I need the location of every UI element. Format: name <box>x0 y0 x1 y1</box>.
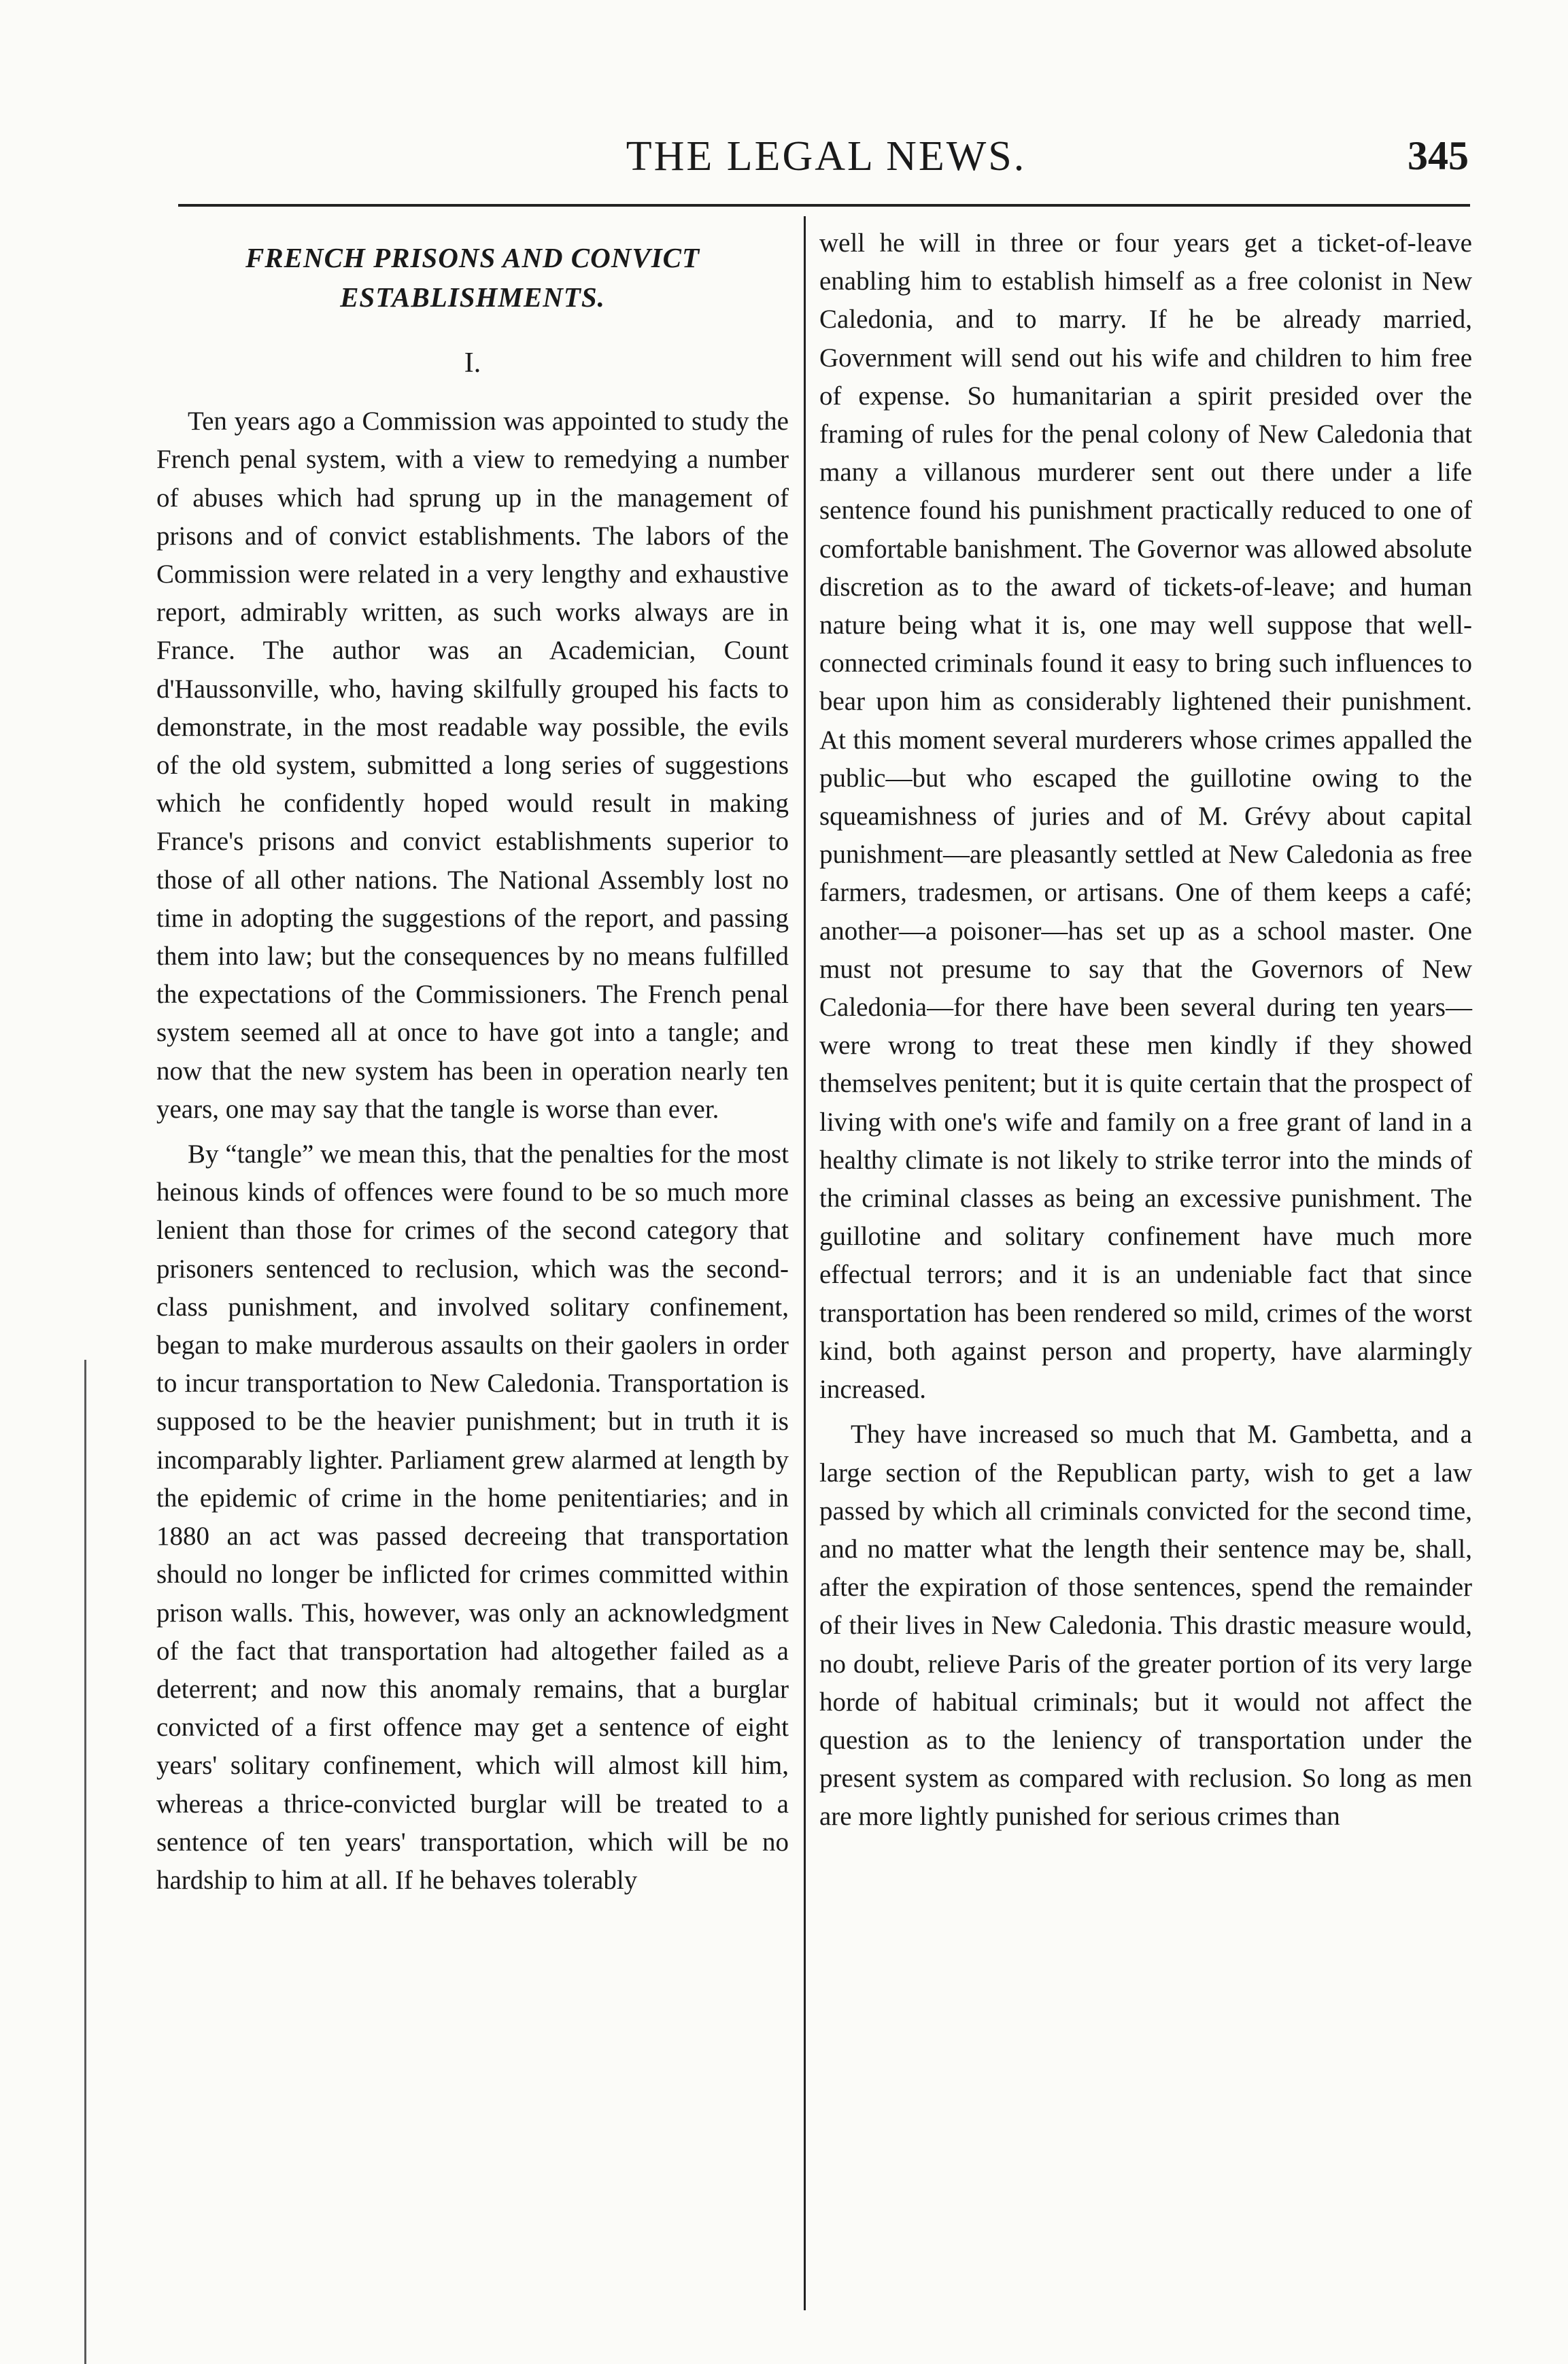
column-divider <box>804 216 806 2310</box>
page-number: 345 <box>1408 133 1469 178</box>
left-column <box>156 224 789 1900</box>
part-number: I. <box>464 347 481 379</box>
paragraph: They have increased so much that M. Gambetta, and a large section of the Republican party, wish to get a law passed by which all criminals convicted for the second time, and no matter what the length their sentence may be, shall, after the expiration of those sentences, spend the remainder of their lives in New Caledonia. This drastic measure would, no doubt, relieve Paris of the greater portion of its very large horde of habitual criminals; but it would not affect the question as to the leniency of transportation under the present system as compared with reclusion. So long as men are more lightly punished for serious crimes than <box>819 1420 1472 1832</box>
running-title: THE LEGAL NEWS. <box>626 133 1027 179</box>
paragraph: By “tangle” we mean this, that the penalties for the most heinous kinds of offences were found to be so much more lenient than those for crimes of the second category that prisoners sentenced to reclusion, which was the second-class punishment, and involved solitary confinement, began to make murderous assaults on their gaolers in order to incur transportation to New Caledonia. Transportation is supposed to be the heavier punishment; but in truth it is incomparably lighter. Parliament grew alarmed at length by the epidemic of crime in the home penitentiaries; and in 1880 an act was passed decreeing that transportation should no longer be inflicted for crimes committed within prison walls. This, however, was only an acknowledgment of the fact that transportation had altogether failed as a deterrent; and now this anomaly remains, that a burglar convicted of a first offence may get a sentence of eight years' solitary confinement, which will almost kill him, whereas a thrice-convicted burglar will be treated to a sentence of ten years' transportation, which will be no hardship to him at all. If he behaves tolerably <box>156 1140 789 1895</box>
article-title: FRENCH PRISONS AND CONVICT ESTABLISHMENTS. <box>245 242 700 313</box>
binding-edge-line <box>84 1360 86 2364</box>
running-head <box>184 133 1469 187</box>
header-rule <box>178 204 1470 207</box>
paragraph: Ten years ago a Commission was appointed to study the French penal system, with a view to remedying a number of abuses which had sprung up in the management of prisons and of convict establishments. The labors of the Commission were related in a very lengthy and exhaustive report, admirably written, as such works always are in France. The author was an Academician, Count d'Haussonville, who, having skilfully grouped his facts to demonstrate, in the most readable way possible, the evils of the old system, submitted a long series of suggestions which he confidently hoped would result in making France's prisons and convict establishments superior to those of all other nations. The National Assembly lost no time in adopting the suggestions of the report, and passing them into law; but the consequences by no means fulfilled the expectations of the Commissioners. The French penal system seemed all at once to have got into a tangle; and now that the new system has been in operation nearly ten years, one may say that the tangle is worse than ever. <box>156 407 789 1124</box>
right-column <box>819 224 1472 1836</box>
paragraph: well he will in three or four years get a ticket-of-leave enabling him to establish himself as a free colonist in New Caledonia, and to marry. If he be already married, Government will send out his wife and children to him free of expense. So humanitarian a spirit presided over the framing of rules for the penal colony of New Caledonia that many a villanous murderer sent out there under a life sentence found his punishment practically reduced to one of comfortable banishment. The Governor was allowed absolute discretion as to the award of tickets-of-leave; and human nature being what it is, one may well suppose that well-connected criminals found it easy to bring such influences to bear upon him as considerably lightened their punishment. At this moment several murderers whose crimes appalled the public—but who escaped the guillotine owing to the squeamishness of juries and of M. Grévy about capital punishment—are pleasantly settled at New Caledonia as free farmers, tradesmen, or artisans. One of them keeps a café; another—a poisoner—has set up as a school master. One must not presume to say that the Governors of New Caledonia—for there have been several during ten years—were wrong to treat these men kindly if they showed themselves penitent; but it is quite certain that the prospect of living with one's wife and family on a free grant of land in a healthy climate is not likely to strike terror into the minds of the criminal classes as being an excessive punishment. The guillotine and solitary confinement have much more effectual terrors; and it is an undeniable fact that since transportation has been rendered so mild, crimes of the worst kind, both against person and property, have alarmingly increased. <box>819 228 1472 1405</box>
